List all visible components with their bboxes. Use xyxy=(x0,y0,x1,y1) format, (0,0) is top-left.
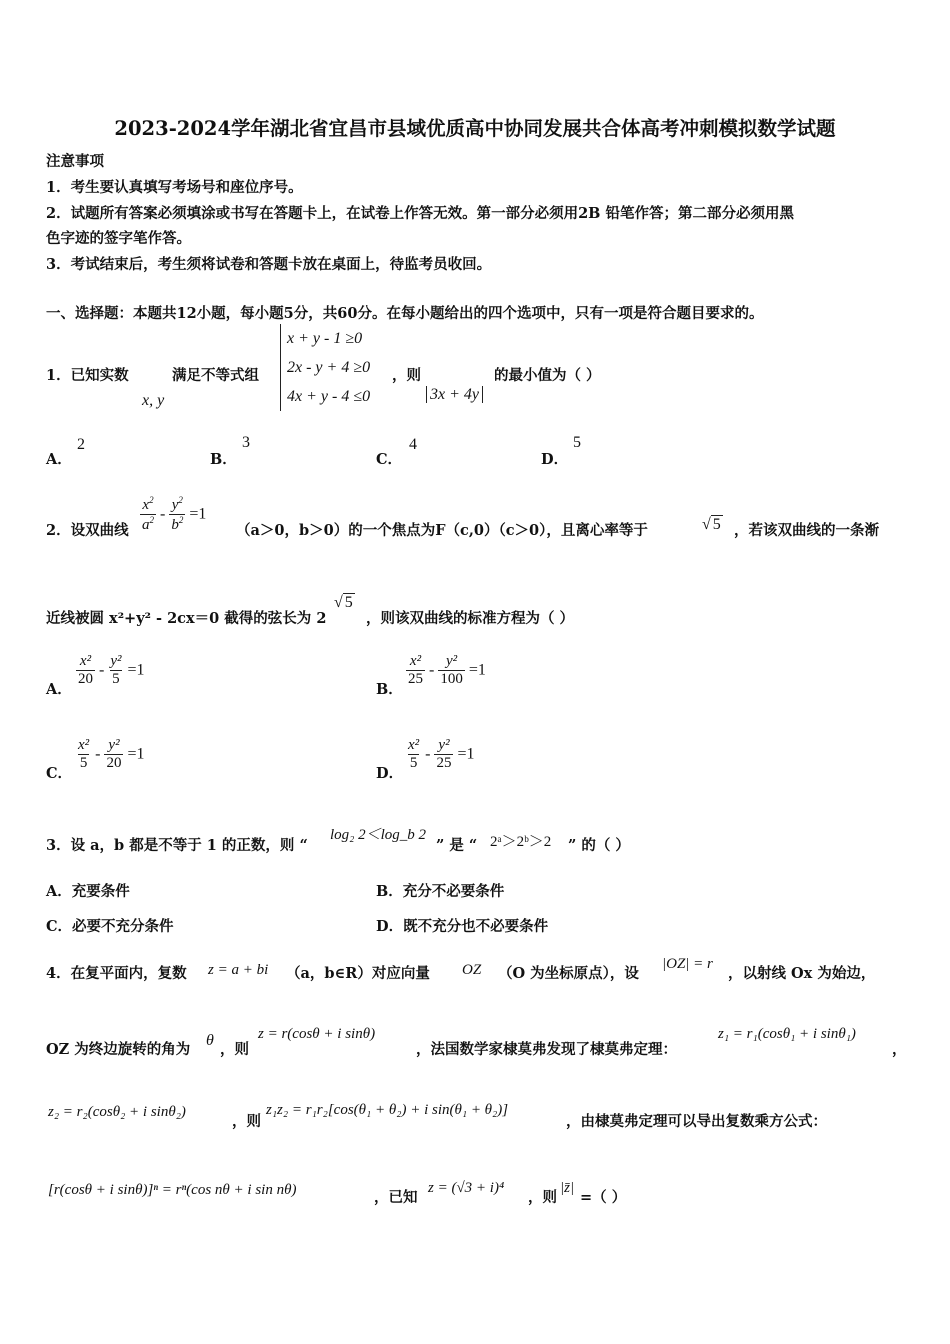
q3-option: B．充分不必要条件 xyxy=(376,883,505,900)
q4-math: z = r(cosθ + i sinθ) xyxy=(258,1026,376,1042)
q4-math: OZ xyxy=(462,962,482,978)
q4-math: |OZ| = r xyxy=(662,956,713,972)
q4-math: z = a + bi xyxy=(208,962,269,978)
q2-option-label: B． xyxy=(376,681,403,698)
q4-math: θ xyxy=(206,1032,214,1049)
q2-line1-tail: ，若该双曲线的一条渐 xyxy=(734,522,879,539)
q1-suffix: 的最小值为（ ） xyxy=(494,367,601,384)
q4-text: ，则 xyxy=(232,1113,261,1130)
q1-option-label: A． xyxy=(46,451,72,468)
q4-text: ，则 xyxy=(220,1041,249,1058)
q1-mid: 满足不等式组 xyxy=(172,367,259,384)
q4-text: ，以射线 Ox 为始边， xyxy=(728,965,876,982)
q2-line2-prefix: 近线被圆 x²+y² - 2cx＝0 截得的弦长为 2 xyxy=(46,610,327,627)
q4-math: z₁ = r₁(cosθ₁ + i sinθ₁) xyxy=(718,1026,856,1042)
q4-text: =（ ） xyxy=(580,1189,627,1206)
q2-prefix: 2．设双曲线 xyxy=(46,522,129,539)
q1-option-label: C． xyxy=(376,451,403,468)
q1-expression: 3x + 4y xyxy=(426,386,483,403)
q4-math: z₁z₂ = r₁r₂[cos(θ₁ + θ₂) + i sin(θ₁ + θ₂)] xyxy=(266,1102,509,1118)
q4-text: （a，b∈R）对应向量 xyxy=(286,965,430,982)
q4-text: 4．在复平面内，复数 xyxy=(46,965,187,982)
q2-condition: （a＞0，b＞0）的一个焦点为F（c,0）（c＞0），且离心率等于 xyxy=(236,522,648,539)
q2-option-a: $\frac{\text{x²}}{20}$ - $\frac{\text{y²}}{5}$ =1 xyxy=(78,653,145,687)
q4-text: ，已知 xyxy=(374,1189,418,1206)
q2-line2-tail: ，则该双曲线的标准方程为（ ） xyxy=(366,610,575,627)
q2-option-b: $\frac{\text{x²}}{25}$ - $\frac{\text{y²}}{100}$ =1 xyxy=(408,653,486,687)
q1-option-label: D． xyxy=(541,451,569,468)
notice-heading: 注意事项 xyxy=(46,153,104,170)
q3-suffix: ” 的（ ） xyxy=(568,837,630,854)
page-title: 2023-2024学年湖北省宜昌市县域优质高中协同发展共合体高考冲刺模拟数学试题 xyxy=(114,117,836,140)
q2-option-c: $\frac{\text{x²}}{5}$ - $\frac{\text{y²}}{20}$ =1 xyxy=(78,737,145,771)
q2-option-label: A． xyxy=(46,681,72,698)
q3-option: C．必要不充分条件 xyxy=(46,918,174,935)
q1-ineq: 4x + y - 4 ≤0 xyxy=(287,388,371,405)
q1-then: ，则 xyxy=(392,367,421,384)
notice-item: 1．考生要认真填写考场号和座位序号。 xyxy=(46,179,303,196)
q4-math: [r(cosθ + i sinθ)]ⁿ = rⁿ(cos nθ + i sin nθ) xyxy=(48,1182,297,1198)
q4-text: ，则 xyxy=(528,1189,557,1206)
q1-ineq: x + y - 1 ≥0 xyxy=(287,330,363,347)
section-heading: 一、选择题：本题共12小题，每小题5分，共60分。在每小题给出的四个选项中，只有一项是符合题目要求的。 xyxy=(46,305,764,322)
q3-option: A．充要条件 xyxy=(46,883,130,900)
q4-text: （O 为坐标原点），设 xyxy=(498,965,639,982)
q4-text: ，法国数学家棣莫弗发现了棣莫弗定理： xyxy=(416,1041,677,1058)
q4-text: ，由棣莫弗定理可以导出复数乘方公式： xyxy=(566,1113,827,1130)
q1-vars: x, y xyxy=(142,392,165,409)
q1-option-value: 4 xyxy=(409,436,417,453)
q1-option-value: 2 xyxy=(77,436,85,453)
q4-math: |z̄| xyxy=(560,1180,575,1196)
q4-text: OZ 为终边旋转的角为 xyxy=(46,1041,191,1058)
q1-inequality-system xyxy=(280,324,370,411)
q2-eq-tail: =1 xyxy=(189,505,207,523)
notice-item: 色字迹的签字笔作答。 xyxy=(46,230,191,247)
q4-text: ， xyxy=(892,1041,907,1058)
q3-prefix: 3．设 a，b 都是不等于 1 的正数，则 “ xyxy=(46,837,308,854)
q2-hyperbola-equation: $\frac{x^2}{a^2}$ - $\frac{y^2}{b^2}$ =1 xyxy=(142,495,207,533)
q3-mid: ” 是 “ xyxy=(436,837,478,854)
q2-option-d: $\frac{\text{x²}}{5}$ - $\frac{\text{y²}}{25}$ =1 xyxy=(408,737,475,771)
q1-option-label: B． xyxy=(210,451,237,468)
q3-condition1: log₂ 2＜log_b 2 xyxy=(330,827,427,843)
q2-option-label: C． xyxy=(46,765,73,782)
q4-math: z₂ = r₂(cosθ₂ + i sinθ₂) xyxy=(48,1104,186,1120)
notice-item: 3．考试结束后，考生须将试卷和答题卡放在桌面上，待监考员收回。 xyxy=(46,256,492,273)
q3-condition2: 2ᵃ＞2ᵇ＞2 xyxy=(490,834,552,850)
notice-item: 2．试题所有答案必须填涂或书写在答题卡上，在试卷上作答无效。第一部分必须用2B 铅笔作答；第二部分必须用黑 xyxy=(46,205,794,222)
q4-math: z = (√3 + i)⁴ xyxy=(428,1180,505,1196)
q1-ineq: 2x - y + 4 ≥0 xyxy=(287,359,371,376)
q2-sqrt-value: 5 xyxy=(712,516,721,533)
q2-option-label: D． xyxy=(376,765,404,782)
q1-option-value: 5 xyxy=(573,434,581,451)
q1-prefix: 1．已知实数 xyxy=(46,367,129,384)
q2-chord-sqrt: 5 xyxy=(344,594,353,611)
q3-option: D．既不充分也不必要条件 xyxy=(376,918,549,935)
q1-option-value: 3 xyxy=(242,434,250,451)
